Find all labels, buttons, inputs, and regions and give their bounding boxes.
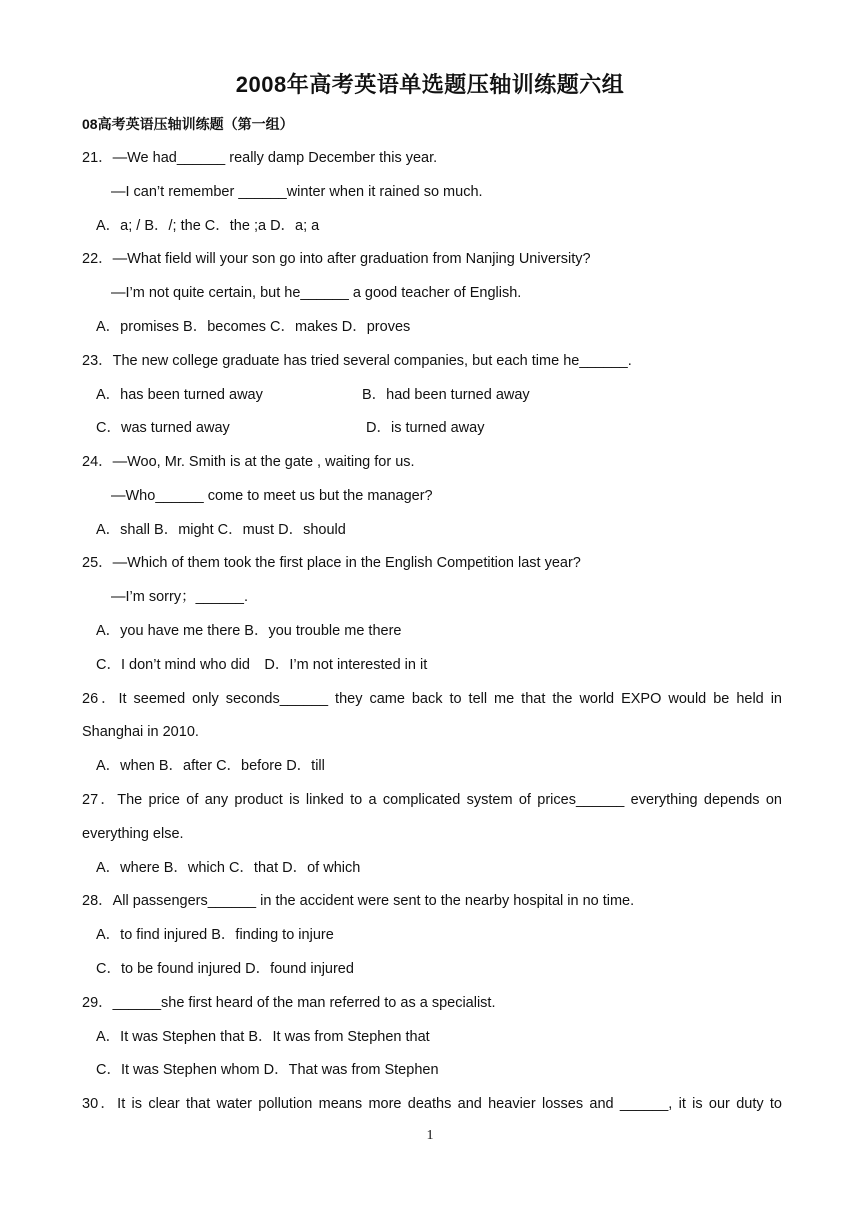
question-28: 28．All passengers______ in the accident were sent to the nearby hospital in no time. xyxy=(82,893,635,909)
question-22: 22．—What field will your son go into after graduation from Nanjing University? xyxy=(82,251,591,267)
question-29-options-ab: A．It was Stephen that B．It was from Stephen that xyxy=(96,1029,430,1045)
question-24-dialogue: —Who______ come to meet us but the manager? xyxy=(111,488,433,504)
question-22-dialogue: —I’m not quite certain, but he______ a good teacher of English. xyxy=(111,285,522,301)
question-27: 27．The price of any product is linked to a complicated system of prices______ everything depends on xyxy=(82,792,782,808)
page-title: 2008年高考英语单选题压轴训练题六组 xyxy=(235,72,625,97)
question-26-continued: Shanghai in 2010. xyxy=(82,724,199,740)
question-23-option-a: A．has been turned away xyxy=(96,387,263,403)
question-25-options-ab: A．you have me there B．you trouble me there xyxy=(96,623,402,639)
question-21-dialogue: —I can’t remember ______winter when it rained so much. xyxy=(111,184,483,200)
question-27-continued: everything else. xyxy=(82,826,184,842)
question-24: 24．—Woo, Mr. Smith is at the gate , waiting for us. xyxy=(82,454,415,470)
question-23-option-b: B．had been turned away xyxy=(362,387,530,403)
question-30: 30．It is clear that water pollution means more deaths and heavier losses and ______, it is our duty to xyxy=(82,1096,782,1112)
question-21-options: A．a; / B．/; the C．the ;a D．a; a xyxy=(96,218,320,234)
question-28-options-ab: A．to find injured B．finding to injure xyxy=(96,927,334,943)
question-28-options-cd: C．to be found injured D．found injured xyxy=(96,961,354,977)
page-number: 1 xyxy=(426,1128,434,1143)
question-21: 21．—We had______ really damp December this year. xyxy=(82,150,438,166)
question-26: 26．It seemed only seconds______ they came back to tell me that the world EXPO would be held in xyxy=(82,691,782,707)
question-26-options: A．when B．after C．before D．till xyxy=(96,758,325,774)
question-25-options-cd: C．I don’t mind who did D．I’m not interested in it xyxy=(96,657,428,673)
question-23: 23．The new college graduate has tried several companies, but each time he______. xyxy=(82,353,632,369)
question-29: 29．______she first heard of the man referred to as a specialist. xyxy=(82,995,496,1011)
question-23-option-d: D．is turned away xyxy=(366,420,485,436)
question-23-option-c: C．was turned away xyxy=(96,420,230,436)
question-27-options: A．where B．which C．that D．of which xyxy=(96,860,361,876)
question-24-options: A．shall B．might C．must D．should xyxy=(96,522,346,538)
question-25-dialogue: —I’m sorry；______. xyxy=(111,589,248,605)
question-25: 25．—Which of them took the first place in the English Competition last year? xyxy=(82,555,581,571)
section-heading: 08高考英语压轴训练题（第一组） xyxy=(82,116,294,132)
question-22-options: A．promises B．becomes C．makes D．proves xyxy=(96,319,411,335)
question-29-options-cd: C．It was Stephen whom D．That was from Stephen xyxy=(96,1062,439,1078)
